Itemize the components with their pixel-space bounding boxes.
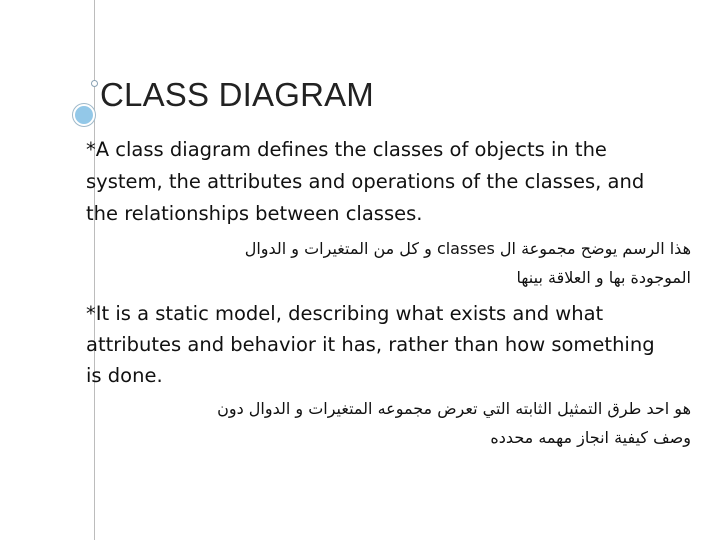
text-line: system, the attributes and operations of the classes, and xyxy=(86,170,645,193)
text-line: هو احد طرق التمثيل الثابته التي تعرض مجموعه المتغيرات و الدوال دون xyxy=(217,399,691,418)
text-line: is done. xyxy=(86,364,163,387)
paragraph-definition-en xyxy=(86,134,704,230)
paragraph-static-model-ar xyxy=(86,394,691,452)
text-line: هذا الرسم يوضح مجموعة ال classes و كل من المتغيرات و الدوال xyxy=(244,239,691,258)
slide-body xyxy=(86,134,704,452)
bullet-circle-icon xyxy=(73,104,95,126)
text-line: attributes and behavior it has, rather than how something xyxy=(86,333,655,356)
text-line: the relationships between classes. xyxy=(86,202,423,225)
text-line: *A class diagram defines the classes of objects in the xyxy=(86,138,607,161)
slide-title: CLASS DIAGRAM xyxy=(100,76,374,113)
paragraph-definition-ar xyxy=(86,234,691,292)
text-line: الموجودة بها و العلاقة بينها xyxy=(516,268,691,287)
paragraph-static-model-en xyxy=(86,298,704,391)
text-line: وصف كيفية انجاز مهمه محدده xyxy=(490,428,691,447)
small-circle-icon xyxy=(91,80,98,87)
text-line: *It is a static model, describing what exists and what xyxy=(86,302,604,325)
